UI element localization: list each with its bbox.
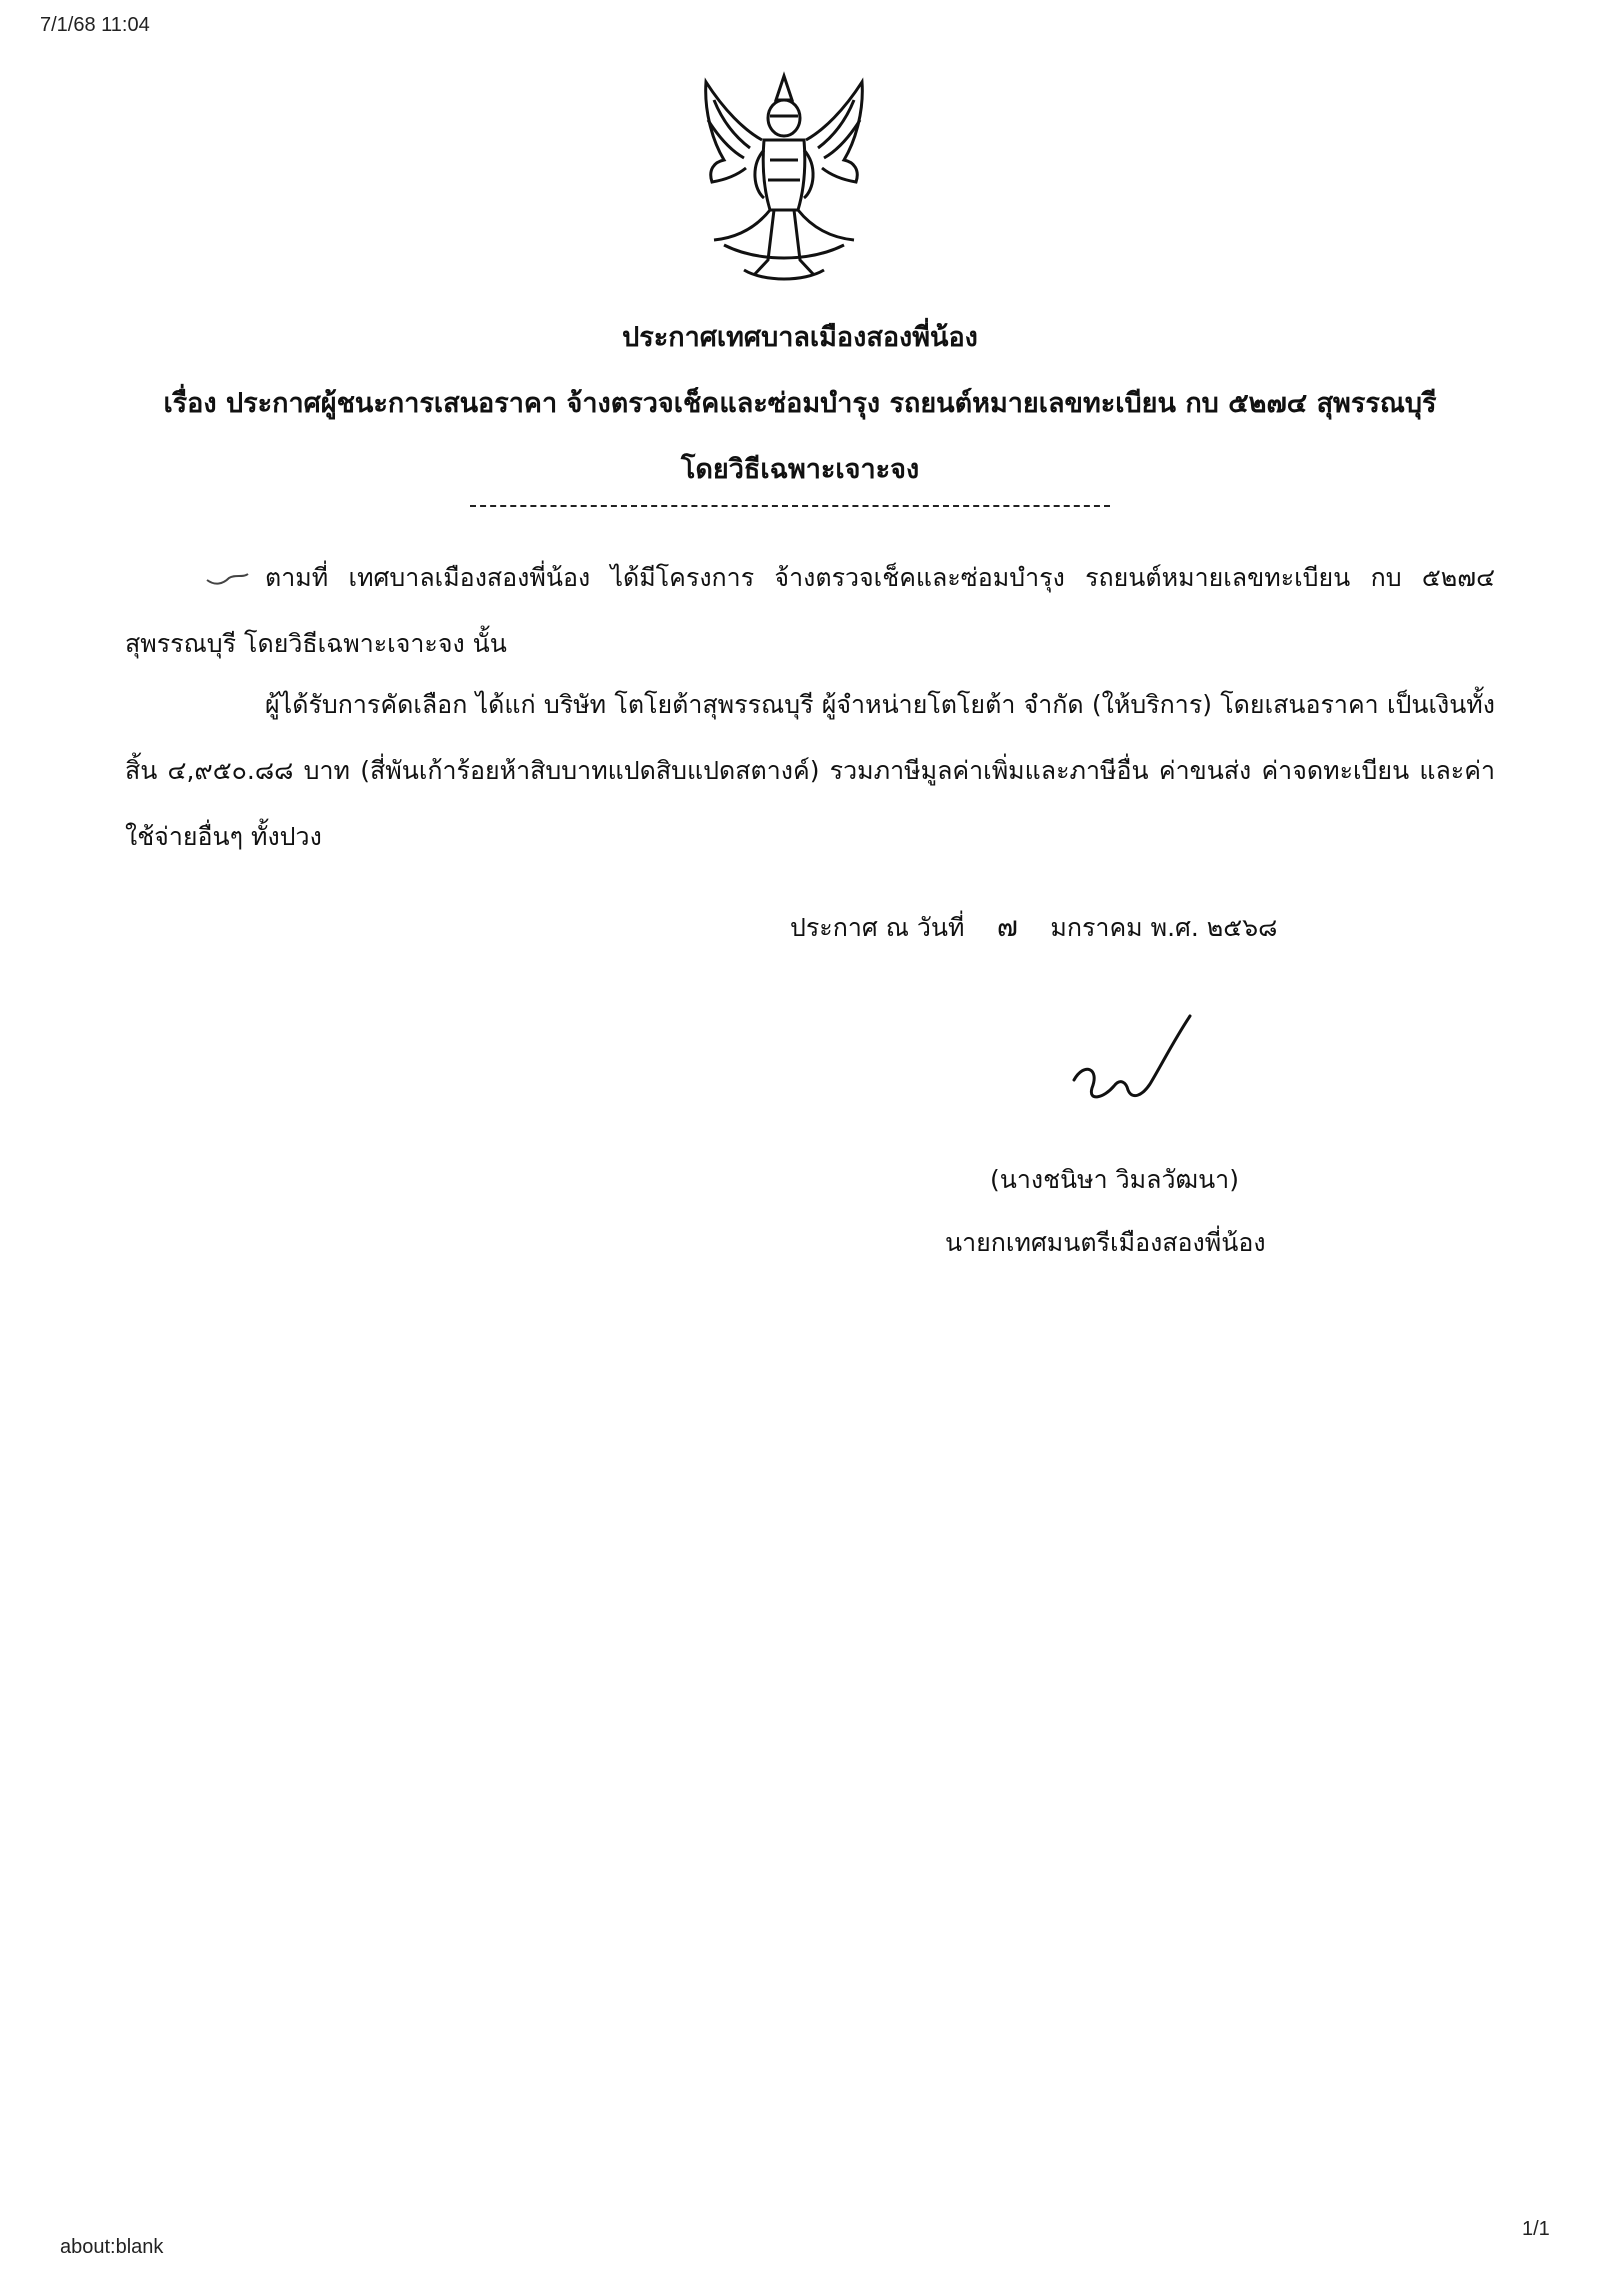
date-month-year: มกราคม พ.ศ. ๒๕๖๘ [1050, 913, 1278, 942]
date-prefix: ประกาศ ณ วันที่ [790, 913, 965, 942]
print-url: about:blank [60, 2236, 164, 2258]
paragraph-1 [125, 545, 1495, 677]
divider-line [470, 505, 1110, 507]
print-page-count: 1/1 [1522, 2218, 1550, 2240]
handwritten-signature [1070, 1010, 1200, 1120]
garuda-emblem-icon [684, 70, 884, 290]
signatory-name: (นางชนิษา วิมลวัฒนา) [990, 1165, 1239, 1194]
procurement-method: โดยวิธีเฉพาะเจาะจง [680, 454, 920, 485]
announcement-date [790, 905, 1277, 949]
paragraph-2-text: ผู้ได้รับการคัดเลือก ได้แก่ บริษัท โตโยต้าสุพรรณบุรี ผู้จำหน่ายโตโยต้า จำกัด (ให้บริการ) โดยเสนอราคา เป็นเงินทั้งสิ้น ๔,๙๕๐.๘๘ บาท (สี่พันเก้าร้อยห้าสิบบาทแปดสิบแปดสตางค์) รวมภาษีมูลค่าเพิ่มและภาษีอื่น ค่าขนส่ง ค่าจดทะเบียน และค่าใช้จ่ายอื่นๆ ทั้งปวง [125, 690, 1495, 851]
paragraph-2 [125, 672, 1495, 870]
print-timestamp: 7/1/68 11:04 [40, 14, 150, 36]
date-day: ๗ [996, 910, 1018, 943]
document-title: ประกาศเทศบาลเมืองสองพี่น้อง [622, 322, 978, 353]
document-subject: เรื่อง ประกาศผู้ชนะการเสนอราคา จ้างตรวจเช็คและซ่อมบำรุง รถยนต์หมายเลขทะเบียน กบ ๕๒๗๔ สุพรรณบุรี [163, 388, 1437, 419]
signatory-position: นายกเทศมนตรีเมืองสองพี่น้อง [945, 1228, 1266, 1257]
paragraph-1-text: ตามที่ เทศบาลเมืองสองพี่น้อง ได้มีโครงการ จ้างตรวจเช็คและซ่อมบำรุง รถยนต์หมายเลขทะเบียน กบ ๕๒๗๔ สุพรรณบุรี โดยวิธีเฉพาะเจาะจง นั้น [125, 563, 1495, 658]
